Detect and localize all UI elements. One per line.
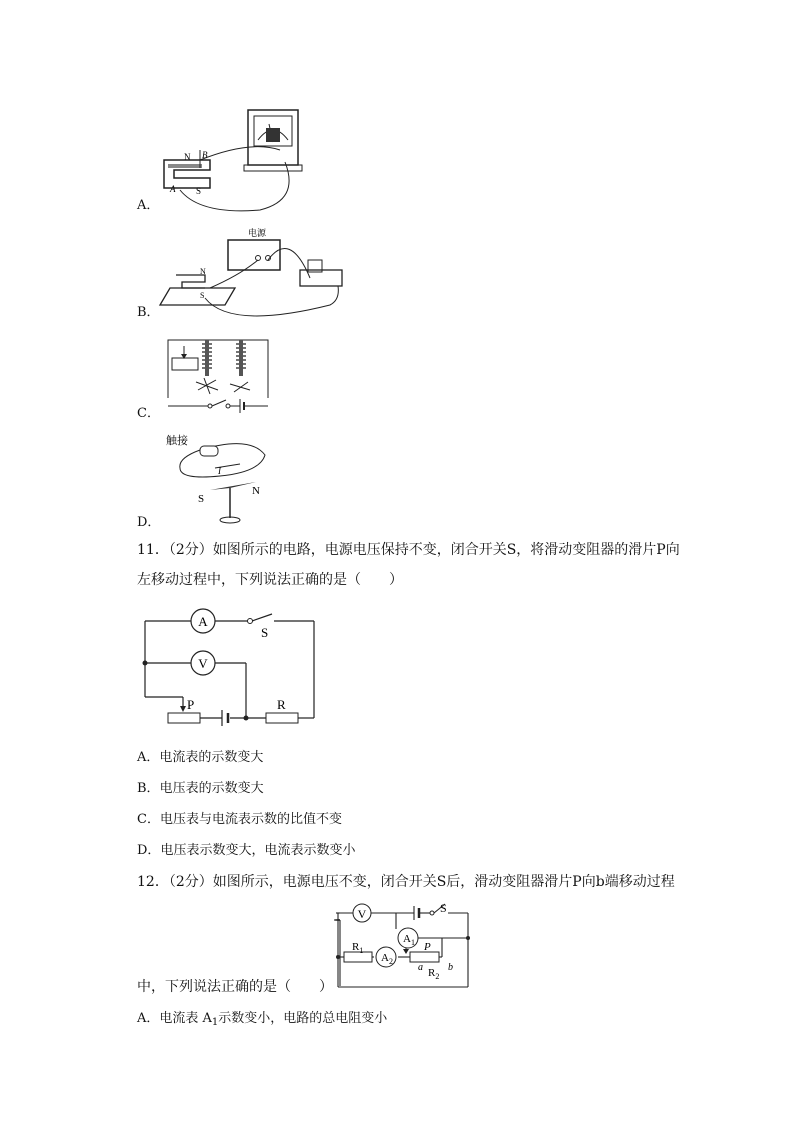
label-s: S: [200, 291, 205, 300]
switch-label: S: [261, 625, 269, 640]
option-text-pre: 电流表 A: [159, 1011, 212, 1026]
option-letter: B．: [137, 305, 160, 320]
figure-c-electromagnets: [160, 338, 280, 413]
option-letter: C．: [137, 406, 160, 421]
resistor-label: R: [277, 697, 286, 712]
label-n: N: [200, 267, 206, 276]
resistor-r2-label: $R_2$: [428, 967, 440, 981]
voltmeter-label: V: [198, 656, 208, 671]
end-a-label: a: [418, 962, 423, 973]
slider-label: P: [187, 697, 195, 712]
ammeter-label: A: [198, 614, 208, 629]
option-text-post: 示数变小，电路的总电阻变小: [218, 1011, 388, 1026]
q12-stem-line2: 中，下列说法正确的是（ ）: [137, 979, 333, 995]
ammeter-a2-label: $A_2$: [381, 952, 393, 966]
label-a: A: [170, 184, 176, 194]
slider-label: P: [424, 941, 431, 953]
figure-a-generator: [160, 100, 320, 210]
label-current: I: [218, 466, 221, 476]
figure-d-oersted: [160, 430, 280, 530]
voltmeter-label: V: [357, 907, 367, 921]
q12-circuit-diagram: [330, 900, 475, 990]
option-letter: A．: [137, 750, 160, 765]
q12-stem-line1: 12．（2分）如图所示，电源电压不变，闭合开关S后，滑动变阻器滑片P向b端移动过程: [137, 874, 675, 890]
ammeter-a1-label: $A_1$: [403, 933, 415, 947]
q11-option-a[interactable]: [137, 748, 263, 768]
q11-option-d[interactable]: [137, 841, 355, 861]
label-s: S: [198, 493, 205, 505]
q11-stem-line2: 左移动过程中，下列说法正确的是（ ）: [137, 572, 403, 588]
q11-option-b[interactable]: [137, 779, 264, 799]
q12-option-a[interactable]: [137, 1009, 387, 1033]
option-letter: D．: [137, 843, 161, 858]
label-power: 电源: [248, 228, 267, 238]
q11-stem-line1: 11．（2分）如图所示的电路，电源电压保持不变，闭合开关S，将滑动变阻器的滑片P向: [137, 542, 680, 558]
label-b: B: [202, 150, 208, 160]
resistor-r1-label: $R_1$: [352, 941, 364, 955]
label-n: N: [252, 485, 260, 497]
switch-label: S: [440, 901, 447, 915]
option-subscript: 1: [211, 1017, 219, 1028]
figure-b-motor: [160, 220, 360, 320]
option-letter: A．: [137, 198, 160, 213]
option-letter: B．: [137, 781, 160, 796]
option-letter: A．: [137, 1011, 160, 1026]
option-letter: C．: [137, 812, 160, 827]
option-text: 电压表与电流表示数的比值不变: [159, 812, 342, 827]
label-s: S: [196, 186, 202, 196]
q11-option-c[interactable]: [137, 810, 342, 830]
option-letter: D．: [137, 515, 161, 530]
label-touch: 触接: [166, 435, 188, 447]
q11-circuit-diagram: [140, 610, 320, 725]
option-text: 电压表示数变大，电流表示数变小: [160, 843, 356, 858]
option-text: 电流表的示数变大: [159, 750, 264, 765]
end-b-label: b: [448, 962, 453, 973]
label-n: N: [184, 152, 191, 162]
option-text: 电压表的示数变大: [159, 781, 264, 796]
